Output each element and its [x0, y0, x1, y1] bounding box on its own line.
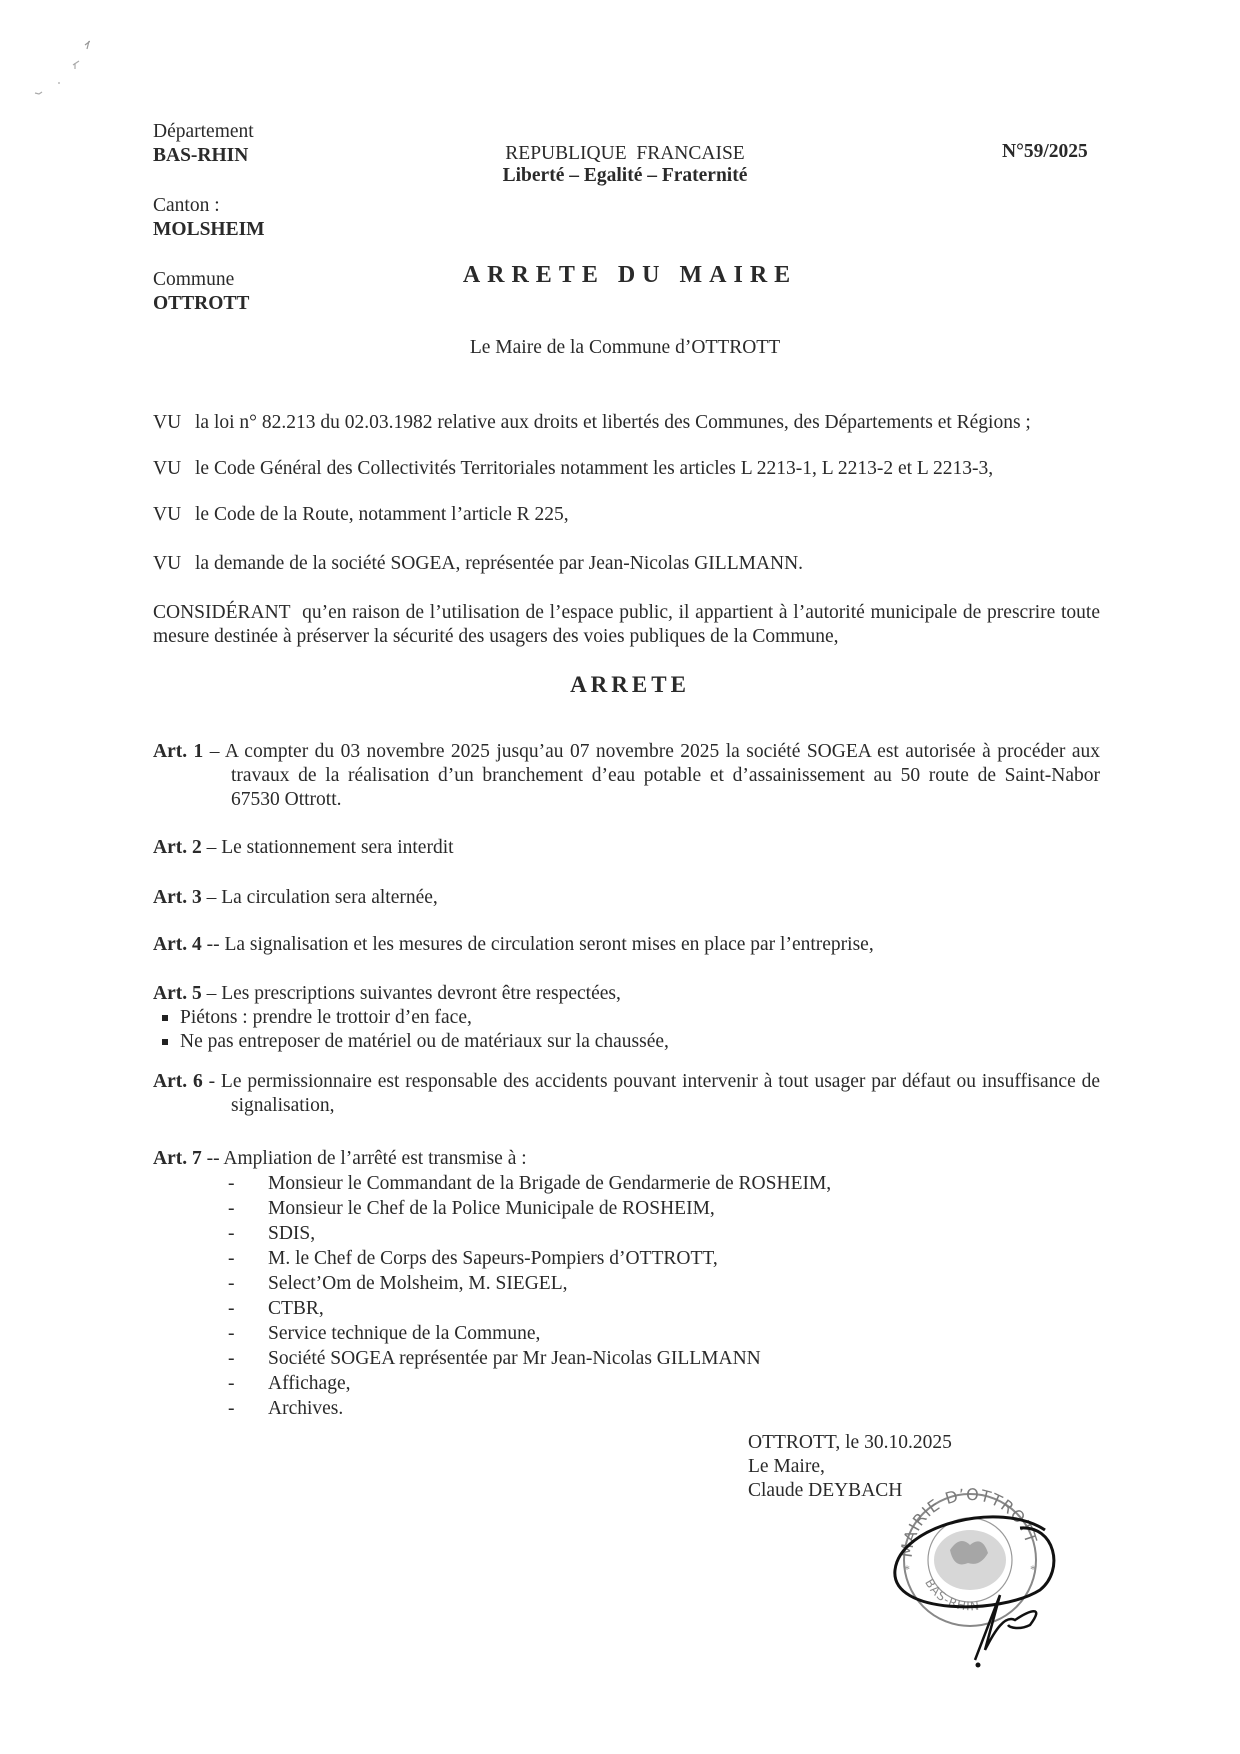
departement-value: BAS-RHIN — [153, 145, 249, 166]
recipient-item — [153, 1246, 1100, 1271]
dash-marker: - — [228, 1373, 235, 1394]
article-separator: – — [201, 983, 222, 1004]
recipient-text: Société SOGEA représentée par Mr Jean-Nicolas GILLMANN — [268, 1348, 761, 1369]
stamp-bottom-text: BAS-RHIN — [922, 1576, 981, 1614]
recipient-item — [153, 1221, 1100, 1246]
recipient-text: Service technique de la Commune, — [268, 1323, 541, 1344]
signature-place-date: OTTROTT, le 30.10.2025 — [748, 1432, 952, 1453]
vu-line — [153, 503, 1103, 527]
article-separator: – — [201, 887, 222, 908]
article-text: Les prescriptions suivantes devront être respectées, — [221, 983, 621, 1004]
article-text: Ampliation de l’arrêté est transmise à : — [223, 1148, 527, 1169]
article-separator: – — [201, 837, 222, 858]
commune-value: OTTROTT — [153, 293, 250, 314]
article-text: Le permissionnaire est responsable des accidents pouvant intervenir à tout usager par défaut ou insuffisance de signalisation, — [220, 1071, 1100, 1116]
recipient-item — [153, 1296, 1100, 1321]
dash-marker: - — [228, 1298, 235, 1319]
canton-label: Canton : — [153, 195, 220, 216]
arrete-heading: ARRETE — [570, 672, 690, 697]
canton-value: MOLSHEIM — [153, 219, 265, 240]
recipient-item — [153, 1321, 1100, 1346]
article-label: Art. 7 — [153, 1148, 202, 1169]
recipient-item — [153, 1171, 1100, 1196]
article-label: Art. 4 — [153, 934, 202, 955]
article-text: La circulation sera alternée, — [221, 887, 438, 908]
article-separator: -- — [201, 1148, 224, 1169]
scan-artifact — [15, 35, 90, 95]
article-separator: -- — [201, 934, 225, 955]
vu-text: le Code Général des Collectivités Territoriales notamment les articles L 2213-1, L 2213-2 et L 2213-3, — [195, 458, 994, 479]
departement-label: Département — [153, 121, 254, 142]
recipient-text: Select’Om de Molsheim, M. SIEGEL, — [268, 1273, 568, 1294]
dash-marker: - — [228, 1273, 235, 1294]
republic-motto: Liberté – Egalité – Fraternité — [502, 165, 748, 186]
article-label: Art. 3 — [153, 887, 202, 908]
dash-marker: - — [228, 1348, 235, 1369]
article-label: Art. 5 — [153, 983, 202, 1004]
article-text: La signalisation et les mesures de circulation seront mises en place par l’entreprise, — [224, 934, 874, 955]
considerant-text: qu’en raison de l’utilisation de l’espace public, il appartient à l’autorité municipale de prescrire toute mesure destinée à préserver la sécurité des usagers des voies publiques de la Commune, — [153, 602, 1100, 647]
article-2 — [153, 836, 1100, 860]
document-subtitle: Le Maire de la Commune d’OTTROTT — [469, 337, 781, 358]
recipient-text: CTBR, — [268, 1298, 324, 1319]
recipient-item — [153, 1196, 1100, 1221]
vu-label: VU — [153, 412, 182, 433]
recipient-text: Archives. — [268, 1398, 344, 1419]
arrete-number: N°59/2025 — [1002, 141, 1088, 162]
republic-heading: REPUBLIQUE FRANCAISE — [505, 143, 745, 164]
recipient-list — [153, 1171, 1100, 1421]
dash-marker: - — [228, 1173, 235, 1194]
svg-text:*: * — [904, 1562, 910, 1576]
article-7 — [153, 1147, 1100, 1421]
svg-text:*: * — [1030, 1562, 1036, 1576]
vu-label: VU — [153, 504, 182, 525]
document-title: ARRETE DU MAIRE — [462, 262, 798, 288]
dash-marker: - — [228, 1223, 235, 1244]
recipient-text: M. le Chef de Corps des Sapeurs-Pompiers d’OTTROTT, — [268, 1248, 718, 1269]
vu-label: VU — [153, 458, 182, 479]
vu-text: la loi n° 82.213 du 02.03.1982 relative aux droits et libertés des Communes, des Départements et Régions ; — [195, 412, 1031, 433]
article-separator: - — [202, 1071, 221, 1092]
recipient-item — [153, 1346, 1100, 1371]
dash-marker: - — [228, 1198, 235, 1219]
article-label: Art. 6 — [153, 1071, 203, 1092]
dash-marker: - — [228, 1323, 235, 1344]
dash-marker: - — [228, 1248, 235, 1269]
bullet-square-icon — [162, 1015, 168, 1021]
article-text: Le stationnement sera interdit — [221, 837, 454, 858]
considerant-paragraph — [153, 601, 1100, 649]
article-4 — [153, 933, 1100, 957]
article-text: A compter du 03 novembre 2025 jusqu’au 07 novembre 2025 la société SOGEA est autorisée à procéder aux travaux de la réalisation d’un branchement d’eau potable et d’assainissement au 50 route de Saint-Nabor 67530 Ottrott. — [224, 741, 1100, 810]
prescription-item — [153, 1006, 1100, 1030]
recipient-text: Monsieur le Chef de la Police Municipale de ROSHEIM, — [268, 1198, 715, 1219]
dash-marker: - — [228, 1398, 235, 1419]
vu-line — [153, 552, 1103, 576]
recipient-text: Monsieur le Commandant de la Brigade de Gendarmerie de ROSHEIM, — [268, 1173, 832, 1194]
recipient-text: Affichage, — [268, 1373, 351, 1394]
commune-label: Commune — [153, 269, 235, 290]
article-label: Art. 1 — [153, 741, 204, 762]
vu-label: VU — [153, 553, 182, 574]
signature-scribble-icon — [880, 1500, 1080, 1670]
bullet-square-icon — [162, 1039, 168, 1045]
signature-name: Claude DEYBACH — [748, 1480, 903, 1501]
vu-line — [153, 411, 1103, 435]
recipient-item — [153, 1371, 1100, 1396]
vu-line — [153, 457, 1103, 481]
vu-text: la demande de la société SOGEA, représentée par Jean-Nicolas GILLMANN. — [195, 553, 804, 574]
recipient-item — [153, 1396, 1100, 1421]
considerant-label: CONSIDÉRANT — [153, 602, 291, 623]
article-separator: – — [203, 741, 225, 762]
recipient-text: SDIS, — [268, 1223, 316, 1244]
prescription-text: Piétons : prendre le trottoir d’en face, — [180, 1007, 472, 1028]
article-3 — [153, 886, 1100, 910]
stamp-top-text: MAIRIE D’OTTROTT — [896, 1484, 1042, 1559]
article-6 — [153, 1070, 1100, 1118]
signature-role: Le Maire, — [748, 1456, 825, 1477]
article-label: Art. 2 — [153, 837, 202, 858]
recipient-item — [153, 1271, 1100, 1296]
article-5 — [153, 982, 1100, 1054]
vu-text: le Code de la Route, notamment l’article R 225, — [195, 504, 569, 525]
article-1 — [153, 740, 1100, 812]
prescription-text: Ne pas entreposer de matériel ou de matériaux sur la chaussée, — [180, 1031, 669, 1052]
prescription-item — [153, 1030, 1100, 1054]
